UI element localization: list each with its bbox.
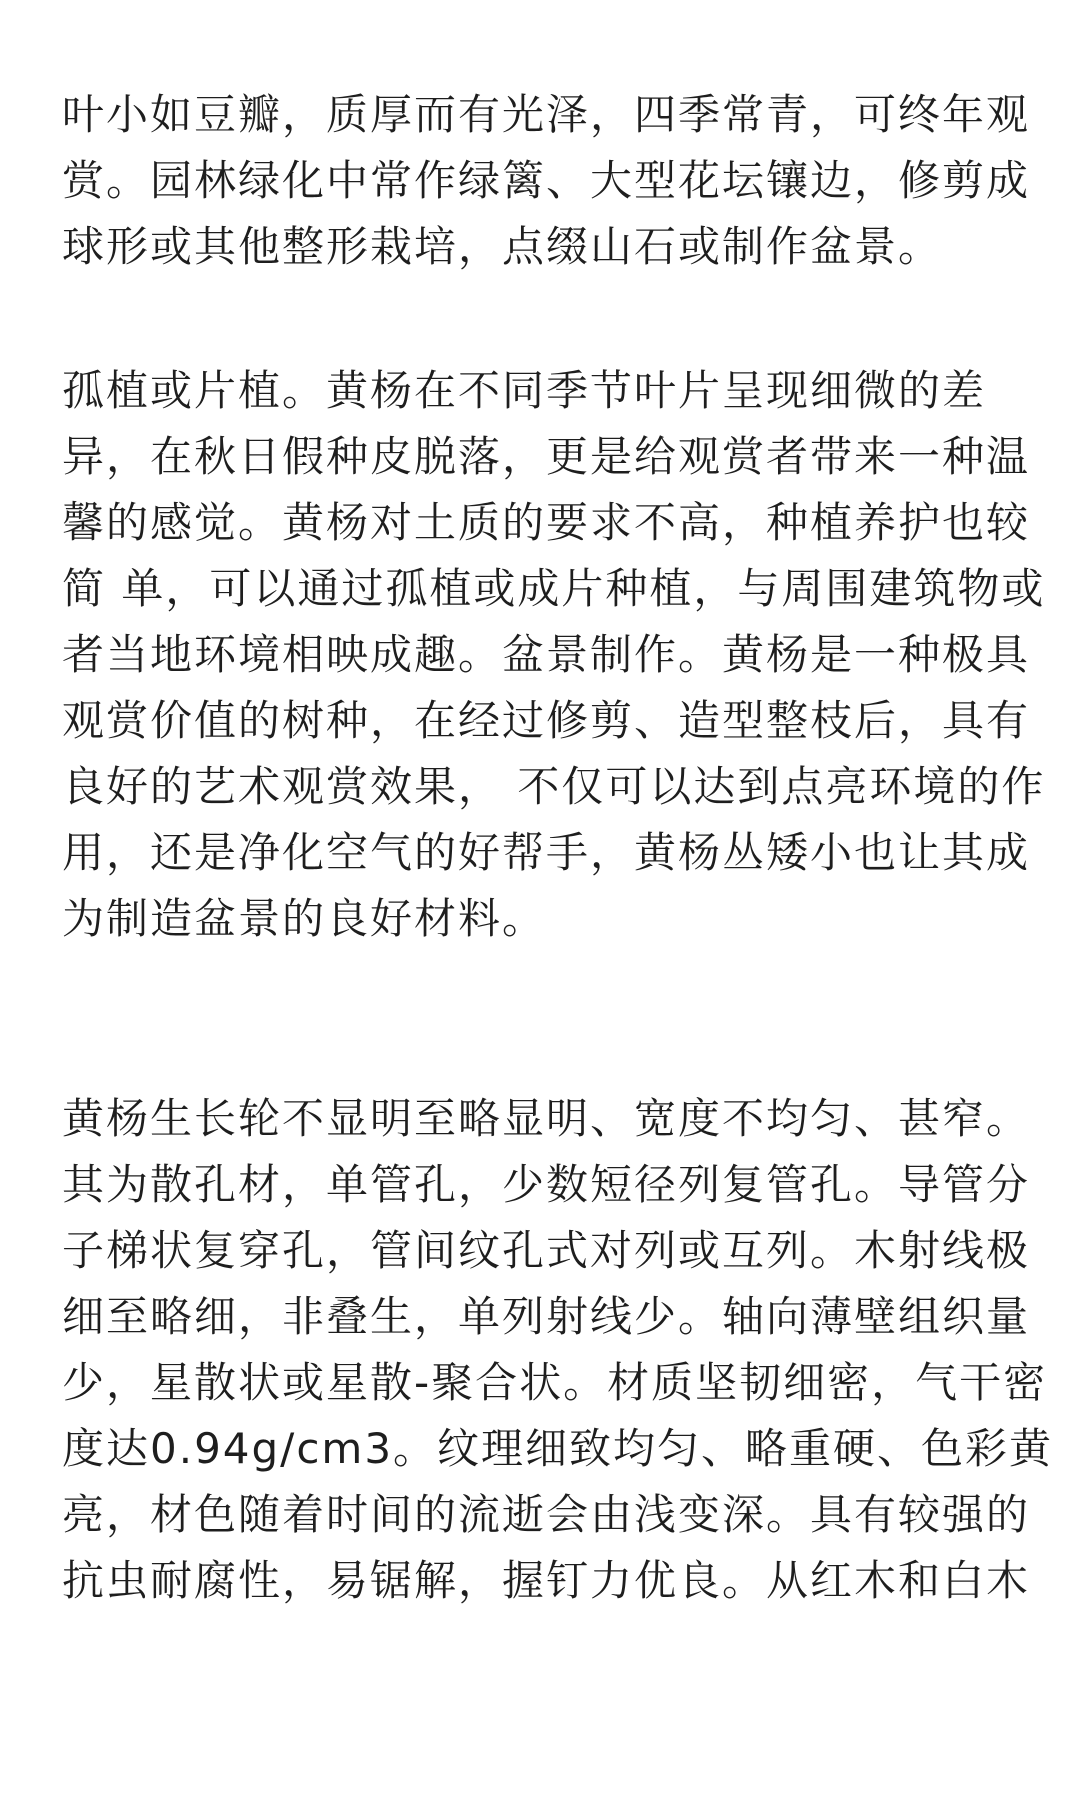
text-line: 细至略细，非叠生，单列射线少。轴向薄壁组织量 [62,1292,1031,1341]
text-line: 孤植或片植。黄杨在不同季节叶片呈现细微的差 [62,366,987,415]
text-line: 观赏价值的树种，在经过修剪、造型整枝后，具有 [62,696,1031,745]
text-line: 抗虫耐腐性，易锯解，握钉力优良。从红木和白木 [62,1556,1031,1605]
text-line: 其为散孔材，单管孔，少数短径列复管孔。导管分 [62,1160,1031,1209]
text-line: 子梯状复穿孔，管间纹孔式对列或互列。木射线极 [62,1226,1031,1275]
text-line: 用，还是净化空气的好帮手，黄杨丛矮小也让其成 [62,828,1031,877]
text-line: 亮，材色随着时间的流逝会由浅变深。具有较强的 [62,1490,1031,1539]
text-line: 馨的感觉。黄杨对土质的要求不高，种植养护也较 [62,498,1031,547]
text-line: 者当地环境相映成趣。盆景制作。黄杨是一种极具 [62,630,1031,679]
text-line: 为制造盆景的良好材料。 [62,894,547,943]
text-line: 赏。园林绿化中常作绿篱、大型花坛镶边，修剪成 [62,156,1031,205]
text-line: 叶小如豆瓣，质厚而有光泽，四季常青，可终年观 [62,90,1031,139]
text-line: 异，在秋日假种皮脱落，更是给观赏者带来一种温 [62,432,1031,481]
text-line: 简 单，可以通过孤植或成片种植，与周围建筑物或 [62,564,1046,613]
paragraph-wood-properties [62,1086,1053,1614]
text-line: 球形或其他整形栽培，点缀山石或制作盆景。 [62,222,943,271]
text-line: 良好的艺术观赏效果， 不仅可以达到点亮环境的作 [62,762,1046,811]
text-line: 度达0.94g/cm3。纹理细致均匀、略重硬、色彩黄 [62,1424,1054,1473]
text-line: 黄杨生长轮不显明至略显明、宽度不均匀、甚窄。 [62,1094,1031,1143]
paragraph-ornamental-use [62,82,1030,280]
paragraph-planting-bonsai [62,358,1045,952]
text-line: 少，星散状或星散-聚合状。材质坚韧细密，气干密 [62,1358,1048,1407]
